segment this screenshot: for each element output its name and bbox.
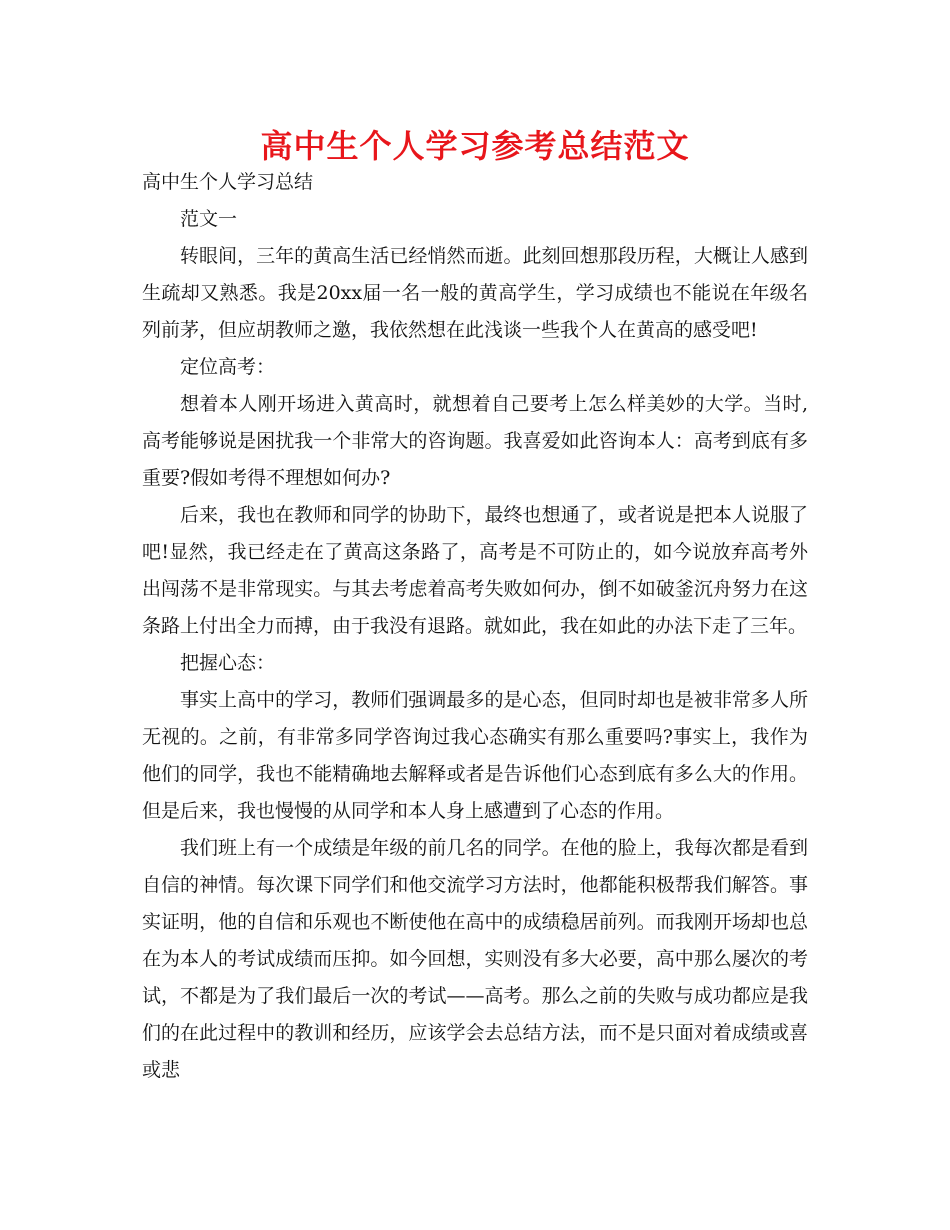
document-subtitle: 高中生个人学习总结 xyxy=(142,171,314,193)
paragraph-intro: 转眼间，三年的黄高生活已经悄然而逝。此刻回想那段历程，大概让人感到生疏却又熟悉。我是20xx届一名一般的黄高学生，学习成绩也不能说在年级名列前茅，但应胡教师之邀，我依然想在此浅谈一些我个人在黄高的感受吧! xyxy=(142,245,808,341)
document-body xyxy=(142,164,808,1089)
document-title: 高中生个人学习参考总结范文 xyxy=(260,127,690,165)
paragraph-sample-label: 范文一 xyxy=(180,208,238,230)
paragraph-positioning-2: 后来，我也在教师和同学的协助下，最终也想通了，或者说是把本人说服了吧!显然，我已经走在了黄高这条路了，高考是不可防止的，如今说放弃高考外出闯荡不是非常现实。与其去考虑着高考失败如何办，倒不如破釜沉舟努力在这条路上付出全力而搏，由于我没有退路。就如此，我在如此的办法下走了三年。 xyxy=(142,504,808,637)
paragraph-mindset-2: 我们班上有一个成绩是年级的前几名的同学。在他的脸上，我每次都是看到自信的神情。每次课下同学们和他交流学习方法时，他都能积极帮我们解答。事实证明，他的自信和乐观也不断使他在高中的成绩稳居前列。而我刚开场却也总在为本人的考试成绩而压抑。如今回想，实则没有多大必要，高中那么屡次的考试，不都是为了我们最后一次的考试——高考。那么之前的失败与成功都应是我们的在此过程中的教训和经历，应该学会去总结方法，而不是只面对着成绩或喜或悲 xyxy=(142,837,808,1081)
section-heading-mindset: 把握心态： xyxy=(180,652,276,674)
paragraph-positioning-1: 想着本人刚开场进入黄高时，就想着自己要考上怎么样美妙的大学。当时,高考能够说是困扰我一个非常大的咨询题。我喜爱如此咨询本人：高考到底有多重要?假如考得不理想如何办? xyxy=(142,393,808,489)
section-heading-positioning: 定位高考： xyxy=(180,356,276,378)
paragraph-mindset-1: 事实上高中的学习，教师们强调最多的是心态，但同时却也是被非常多人所无视的。之前，有非常多同学咨询过我心态确实有那么重要吗?事实上，我作为他们的同学，我也不能精确地去解释或者是告诉他们心态到底有多么大的作用。但是后来，我也慢慢的从同学和本人身上感遭到了心态的作用。 xyxy=(142,689,808,822)
